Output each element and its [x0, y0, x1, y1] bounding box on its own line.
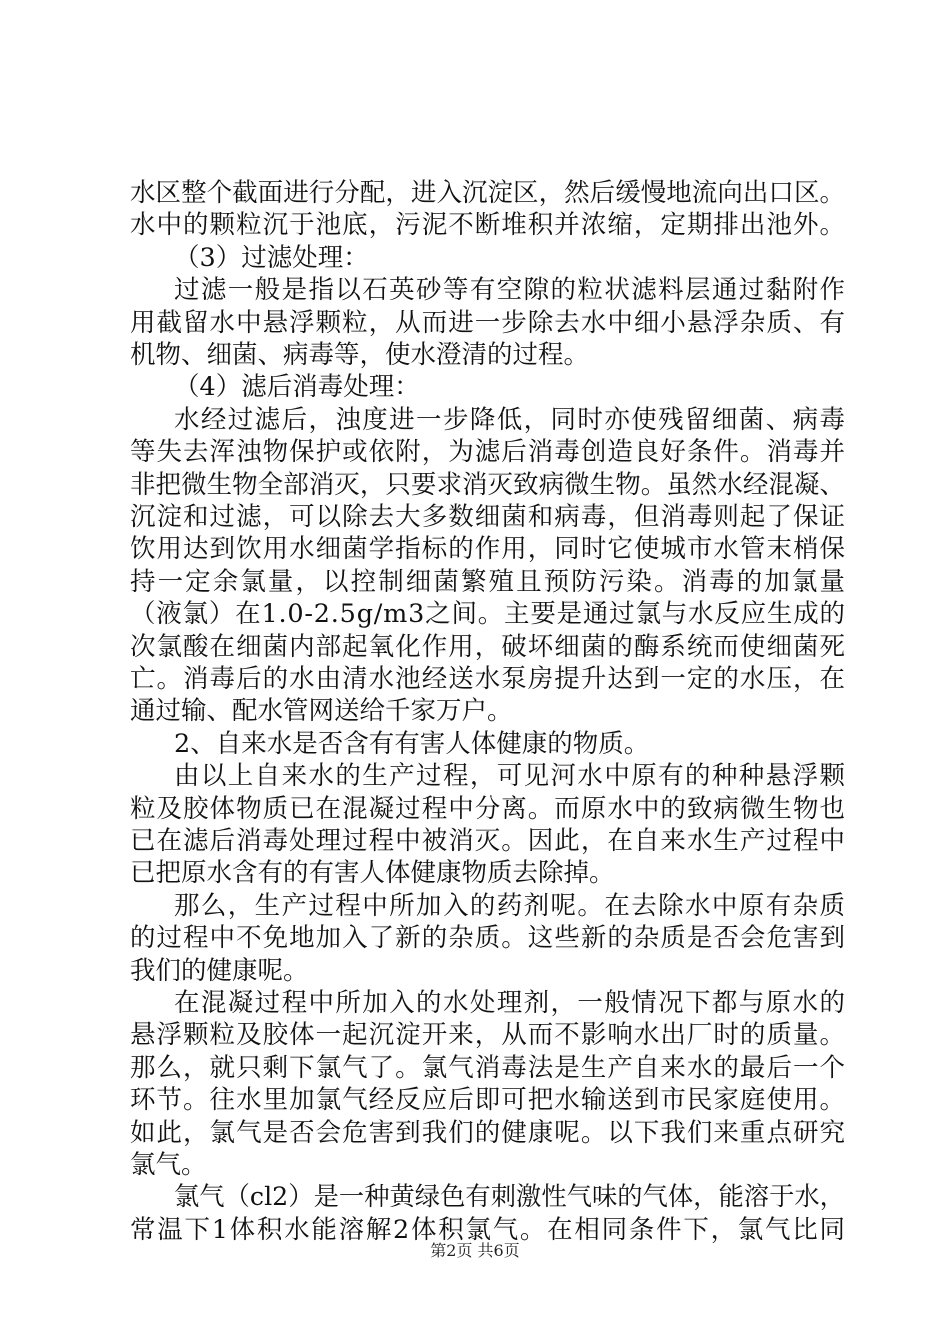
text-line-content: 沉淀和过滤，可以除去大多数细菌和病毒，但消毒则起了保证 — [130, 502, 847, 532]
text-line-content: 用截留水中悬浮颗粒，从而进一步除去水中细小悬浮杂质、有 — [130, 307, 847, 338]
text-line — [130, 694, 950, 728]
text-line — [130, 824, 950, 858]
text-line — [174, 986, 950, 1020]
text-line-content: （液氯）在1.0-2.5g/m3之间。主要是通过氯与水反应生成的 — [130, 599, 846, 630]
text-line-content: 通过输、配水管网送给千家万户。 — [130, 696, 513, 727]
text-line-content: 水区整个截面进行分配，进入沉淀区，然后缓慢地流向出口区。 — [130, 178, 846, 208]
text-line-content: 机物、细菌、病毒等，使水澄清的过程。 — [130, 340, 590, 370]
text-line-content: 如此，氯气是否会危害到我们的健康呢。以下我们来重点研究 — [130, 1117, 847, 1148]
text-line-content: 次氯酸在细菌内部起氧化作用，破坏细菌的酶系统而使细菌死 — [130, 631, 847, 662]
text-line-content: 的过程中不免地加入了新的杂质。这些新的杂质是否会危害到 — [130, 923, 847, 954]
text-line-content: 持一定余氯量，以控制细菌繁殖且预防污染。消毒的加氯量 — [130, 566, 848, 597]
text-line — [130, 208, 950, 242]
text-line-content: 悬浮颗粒及胶体一起沉淀开来，从而不影响水出厂时的质量。 — [130, 1020, 847, 1051]
text-line — [130, 338, 950, 372]
text-line-content: （3）过滤处理： — [174, 242, 369, 273]
text-line — [130, 1116, 950, 1150]
text-line — [130, 1051, 950, 1085]
text-line — [174, 403, 950, 437]
text-line — [130, 1148, 950, 1182]
text-line — [174, 759, 950, 793]
text-line — [130, 1018, 950, 1052]
text-line — [174, 1180, 950, 1214]
text-line — [130, 468, 950, 502]
text-line — [174, 241, 950, 275]
text-line-content: 那么，就只剩下氯气了。氯气消毒法是生产自来水的最后一个 — [130, 1052, 847, 1083]
text-line-content: 由以上自来水的生产过程，可见河水中原有的种种悬浮颗 — [174, 761, 847, 792]
text-line-content: 常温下1体积水能溶解2体积氯气。在相同条件下，氯气比同 — [130, 1214, 847, 1245]
text-line — [130, 921, 950, 955]
text-line-content: 2、自来水是否含有有害人体健康的物质。 — [174, 728, 650, 759]
text-line-content: 饮用达到饮用水细菌学指标的作用，同时它使城市水管末梢保 — [130, 534, 847, 565]
text-line — [130, 1083, 950, 1117]
text-line-content: 亡。消毒后的水由清水池经送水泵房提升达到一定的水压，在 — [130, 664, 847, 694]
text-line-content: （4）滤后消毒处理： — [174, 372, 420, 403]
text-line — [130, 500, 950, 534]
text-line — [130, 630, 950, 664]
text-line-content: 水中的颗粒沉于池底，污泥不断堆积并浓缩，定期排出池外。 — [130, 210, 847, 241]
text-line — [130, 954, 950, 988]
text-line-content: 在混凝过程中所加入的水处理剂，一般情况下都与原水的 — [174, 988, 847, 1018]
text-line-content: 氯气。 — [130, 1150, 207, 1180]
text-line-content: 粒及胶体物质已在混凝过程中分离。而原水中的致病微生物也 — [130, 793, 847, 824]
text-line-content: 已把原水含有的有害人体健康物质去除掉。 — [130, 858, 615, 889]
text-line-content: 等失去浑浊物保护或依附，为滤后消毒创造良好条件。消毒并 — [130, 437, 847, 468]
text-line — [130, 306, 950, 340]
text-line — [174, 727, 950, 761]
text-line — [130, 435, 950, 469]
text-line — [130, 856, 950, 890]
text-line-content: 过滤一般是指以石英砂等有空隙的粒状滤料层通过黏附作 — [174, 275, 847, 306]
text-line — [130, 662, 950, 696]
text-line — [130, 176, 950, 210]
text-line-content: 已在滤后消毒处理过程中被消灭。因此，在自来水生产过程中 — [130, 826, 847, 856]
text-line-content: 水经过滤后，浊度进一步降低，同时亦使残留细菌、病毒 — [174, 404, 847, 435]
text-line-content: 非把微生物全部消灭，只要求消灭致病微生物。虽然水经混凝、 — [130, 469, 846, 500]
text-line-content: 氯气（cl2）是一种黄绿色有刺激性气味的气体，能溶于水， — [174, 1182, 845, 1213]
text-line — [174, 889, 950, 923]
text-line — [130, 597, 950, 631]
text-line-content: 那么，生产过程中所加入的药剂呢。在去除水中原有杂质 — [174, 890, 847, 921]
text-line — [174, 273, 950, 307]
text-line — [130, 565, 950, 599]
text-line — [174, 370, 950, 404]
text-line — [130, 532, 950, 566]
text-line-content: 环节。往水里加氯气经反应后即可把水输送到市民家庭使用。 — [130, 1085, 847, 1116]
page-footer: 第2页 共6页 — [430, 1241, 520, 1260]
text-line — [130, 792, 950, 826]
text-line-content: 我们的健康呢。 — [130, 955, 309, 986]
